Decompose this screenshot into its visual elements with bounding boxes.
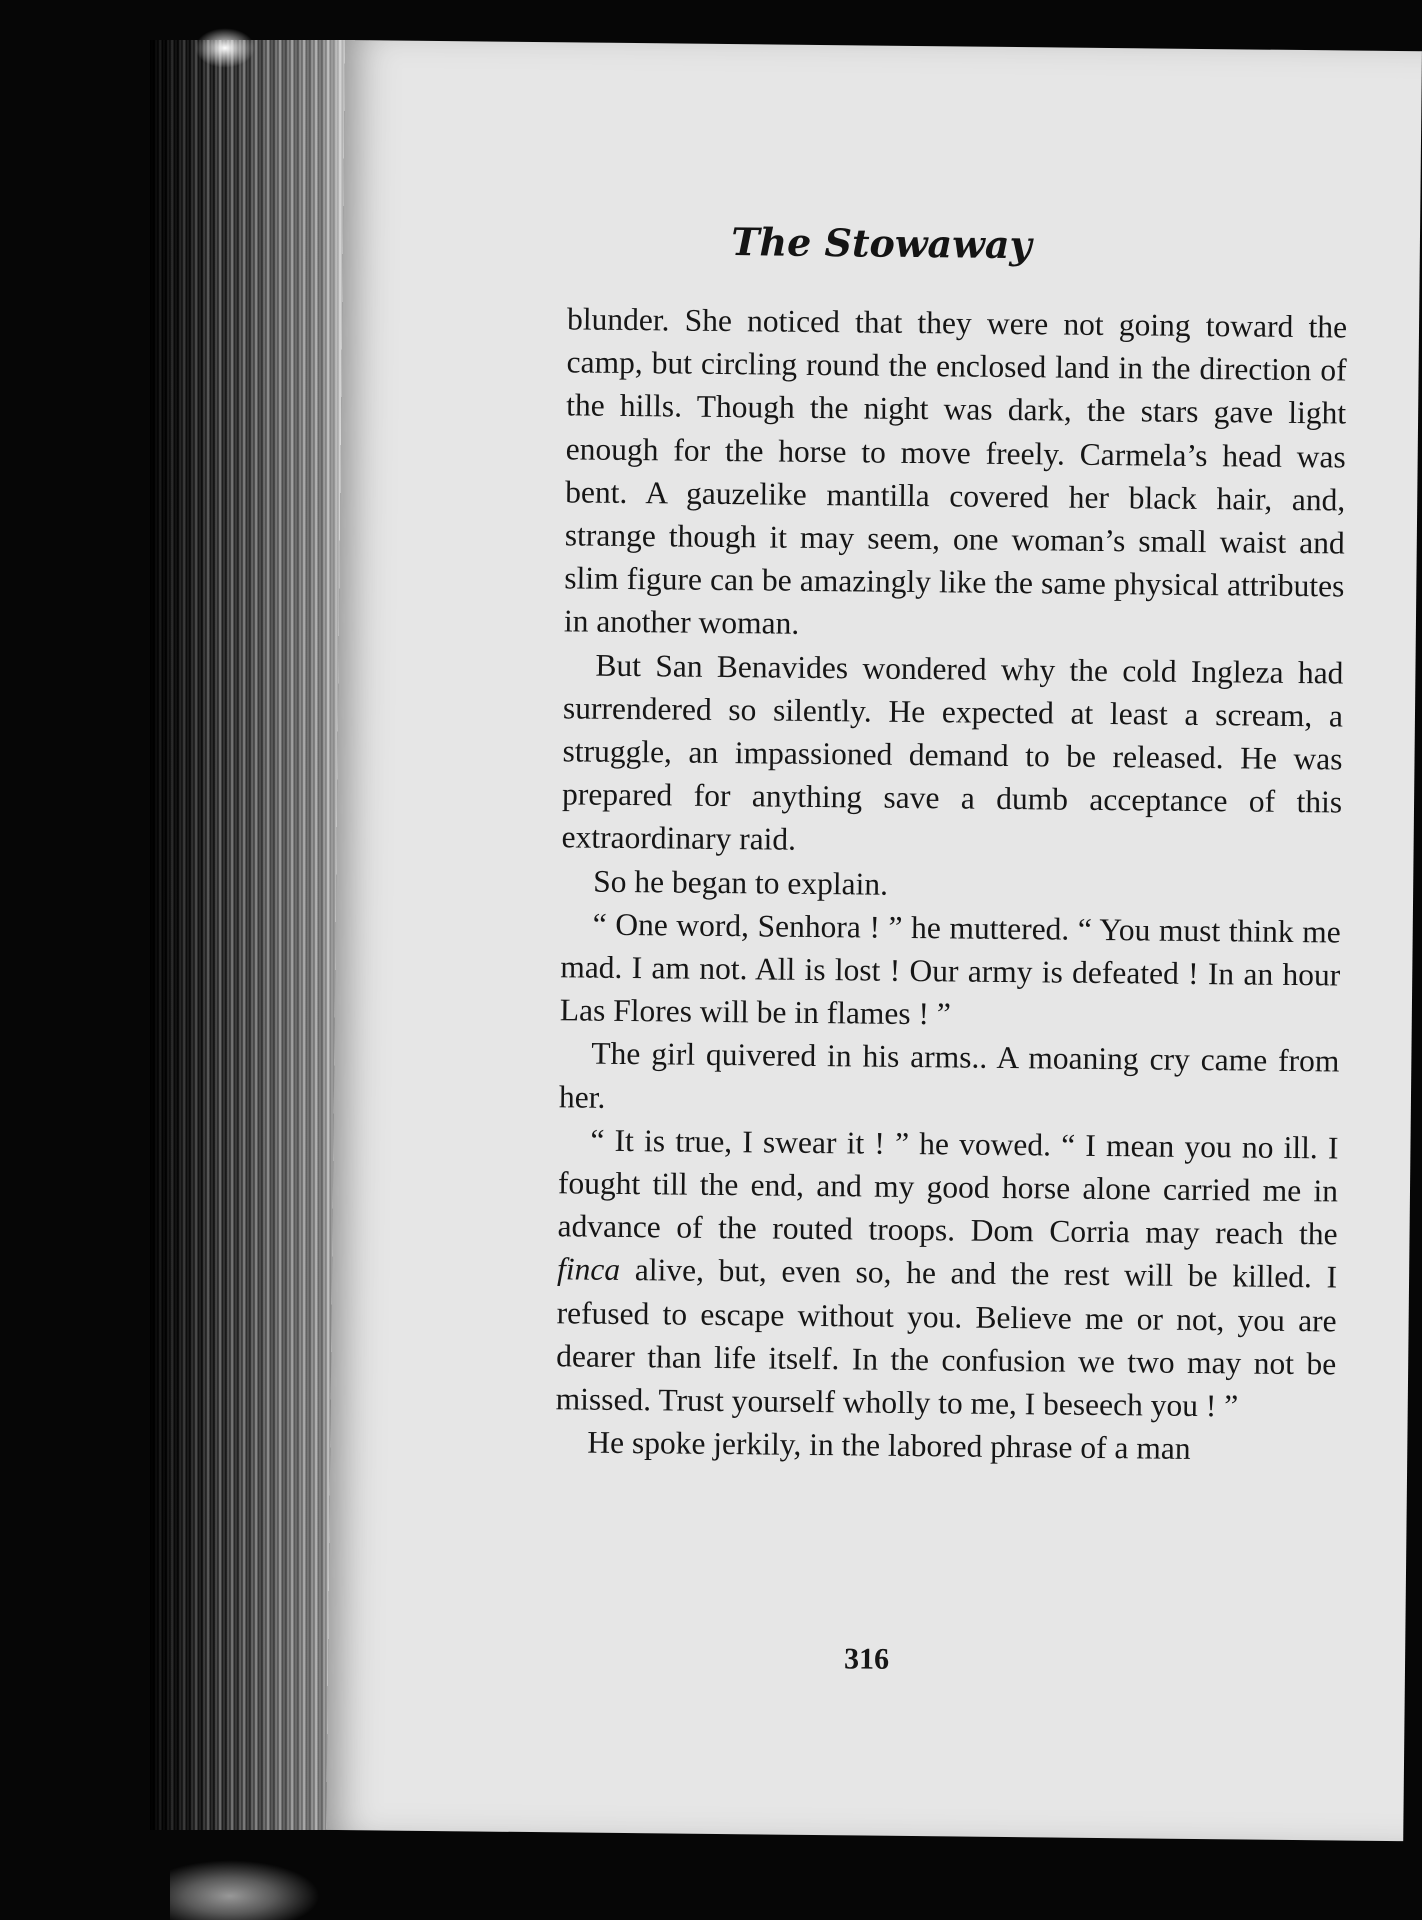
paragraph: But San Benavides wondered why the cold Ingleza had surrendered so silently. He expected at least a scream, a struggle, an impassioned demand to be released. He was prepared for anything save a dumb acceptance of this extraordinary raid.: [561, 647, 1344, 858]
paragraph: blunder. She noticed that they were not going toward the camp, but circling round the enclosed land in the direction of the hills. Though the night was dark, the stars gave light enough for the horse to move freely. Carmela’s head was bent. A gauzelike mantilla covered her black hair, and, strange though it may seem, one woman’s small waist and slim figure can be amazingly like the same physical attributes in another woman.: [563, 301, 1348, 642]
paragraph: “ One word, Senhora ! ” he muttered. “ You must think me mad. I am not. All is lost ! Our army is defeated ! In an hour Las Flores will be in flames ! ”: [559, 906, 1341, 1032]
scan-blot: [170, 1860, 320, 1920]
paragraph-text: alive, but, even so, he and the rest will be killed. I refused to escape without you. Believe me or not, you are dearer than life itself. In the confusion we two may not be missed. Trust yourself wholly to me, I beseech you ! ”: [555, 1252, 1338, 1424]
paragraph: So he began to explain.: [593, 863, 889, 902]
light-glare: [195, 28, 255, 68]
page-fore-edge: [150, 40, 355, 1830]
page-number: 316: [843, 1642, 890, 1676]
paragraph: He spoke jerkily, in the labored phrase of a man: [587, 1424, 1191, 1467]
running-head: The Stowaway: [730, 219, 1032, 268]
italic-word: finca: [556, 1251, 621, 1288]
paragraph: The girl quivered in his arms.. A moaning cry came from her.: [558, 1036, 1340, 1115]
body-text: [555, 297, 1347, 1472]
paragraph: [556, 1118, 1339, 1429]
book-page: [326, 40, 1422, 1841]
paragraph-text: “ It is true, I swear it ! ” he vowed. “ I mean you no ill. I fought till the end, and my good horse alone carried me in advance of the routed troops. Dom Corria may reach the: [557, 1122, 1339, 1252]
